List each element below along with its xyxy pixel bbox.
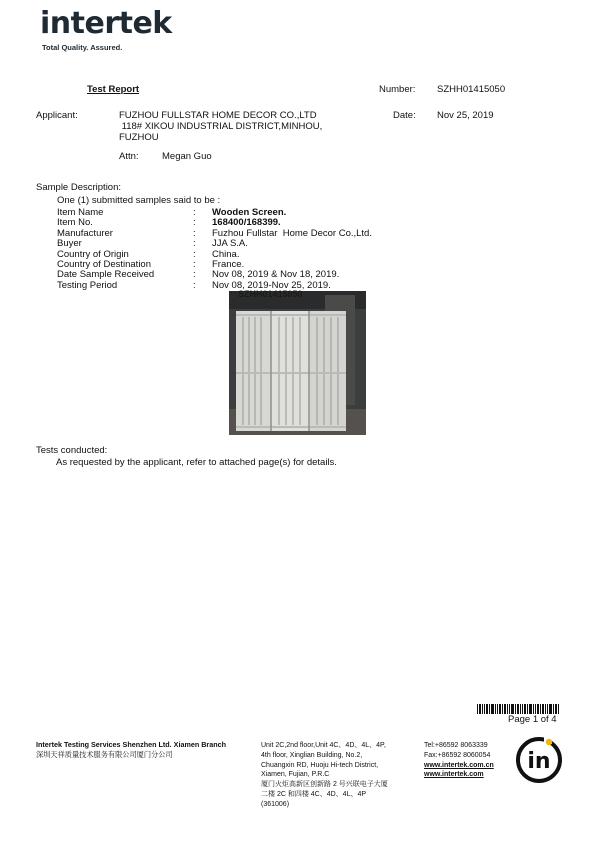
footer-company-cn: 深圳天祥质量技术服务有限公司厦门分公司: [36, 750, 173, 759]
sample-value: France.: [212, 259, 245, 270]
sample-value: 168400/168399.: [212, 217, 281, 229]
colon: :: [193, 207, 196, 218]
sample-label: Item No.: [57, 217, 93, 229]
photo-caption: SZHH01415050: [238, 289, 303, 299]
address-line: Chuangxin RD, Huoju Hi-tech District,: [261, 761, 379, 769]
colon: :: [193, 259, 196, 270]
sample-label: Country of Destination: [57, 259, 151, 270]
attn-label: Attn:: [119, 151, 139, 162]
colon: :: [193, 248, 196, 260]
colon: :: [193, 269, 196, 281]
address-line: 二楼 2C 和四楼 4C、4D、4L、4P: [261, 790, 367, 798]
sample-value: China.: [212, 248, 240, 260]
colon: :: [193, 238, 196, 250]
report-date: Nov 25, 2019: [437, 110, 494, 121]
date-label: Date:: [393, 110, 416, 121]
applicant-label: Applicant:: [36, 110, 78, 121]
report-title: Test Report: [87, 84, 140, 95]
tel: Tel:+86592 8063339: [424, 742, 488, 749]
sample-label: Buyer: [57, 238, 82, 250]
applicant-line-1: FUZHOU FULLSTAR HOME DECOR CO.,LTD: [119, 110, 317, 121]
sample-value: Wooden Screen.: [212, 207, 287, 218]
address-line: 4th floor, Xinglian Building, No.2,: [261, 751, 363, 759]
sample-value: JJA S.A.: [212, 238, 248, 250]
attn-name: Megan Guo: [162, 151, 212, 162]
fax: Fax:+86592 8060054: [424, 751, 491, 759]
address-line: (361006): [261, 800, 290, 808]
sample-value: Fuzhou Fullstar Home Decor Co.,Ltd.: [212, 227, 372, 239]
footer-contact: [424, 741, 494, 780]
sample-photo: [229, 291, 366, 435]
sample-intro: One (1) submitted samples said to be :: [57, 195, 221, 206]
intertek-logo: intertek: [40, 6, 172, 41]
sample-value: Nov 08, 2019-Nov 25, 2019.: [212, 279, 331, 291]
page-number: Page 1 of 4: [508, 714, 557, 725]
barcode: [477, 704, 559, 714]
address-line: Unit 2C,2nd floor,Unit 4C、4D、4L、4P,: [261, 742, 386, 749]
tests-heading: Tests conducted:: [36, 445, 108, 456]
number-label: Number:: [379, 84, 416, 95]
intertek-in-logo: [514, 735, 564, 785]
logo-tagline: Total Quality. Assured.: [42, 43, 123, 52]
website-cn-link[interactable]: www.intertek.com.cn: [424, 761, 494, 769]
sample-label: Item Name: [57, 207, 104, 218]
sample-value: Nov 08, 2019 & Nov 18, 2019.: [212, 269, 340, 281]
address-line: Xiamen, Fujian, P.R.C: [261, 771, 330, 779]
website-link[interactable]: www.intertek.com: [424, 771, 484, 779]
sample-label: Country of Origin: [57, 248, 129, 260]
sample-description-heading: Sample Description:: [36, 182, 122, 193]
applicant-line-2: 118# XIKOU INDUSTRIAL DISTRICT,MINHOU,: [119, 121, 323, 132]
sample-label: Date Sample Received: [57, 269, 155, 281]
report-number: SZHH01415050: [437, 84, 506, 95]
footer-address: [261, 741, 388, 810]
colon: :: [193, 227, 196, 239]
wooden-screen-image: [229, 291, 366, 435]
footer-company-en: Intertek Testing Services Shenzhen Ltd. Xiamen Branch: [36, 740, 226, 749]
sample-label: Manufacturer: [57, 227, 113, 239]
applicant-line-3: FUZHOU: [119, 132, 159, 143]
colon: :: [193, 217, 196, 229]
address-line: 厦门火炬高新区创新路 2 号兴联电子大厦: [261, 781, 388, 789]
colon: :: [193, 279, 196, 291]
sample-label: Testing Period: [57, 279, 118, 291]
tests-text: As requested by the applicant, refer to attached page(s) for details.: [56, 457, 337, 468]
in-logo-text: in: [527, 749, 551, 774]
